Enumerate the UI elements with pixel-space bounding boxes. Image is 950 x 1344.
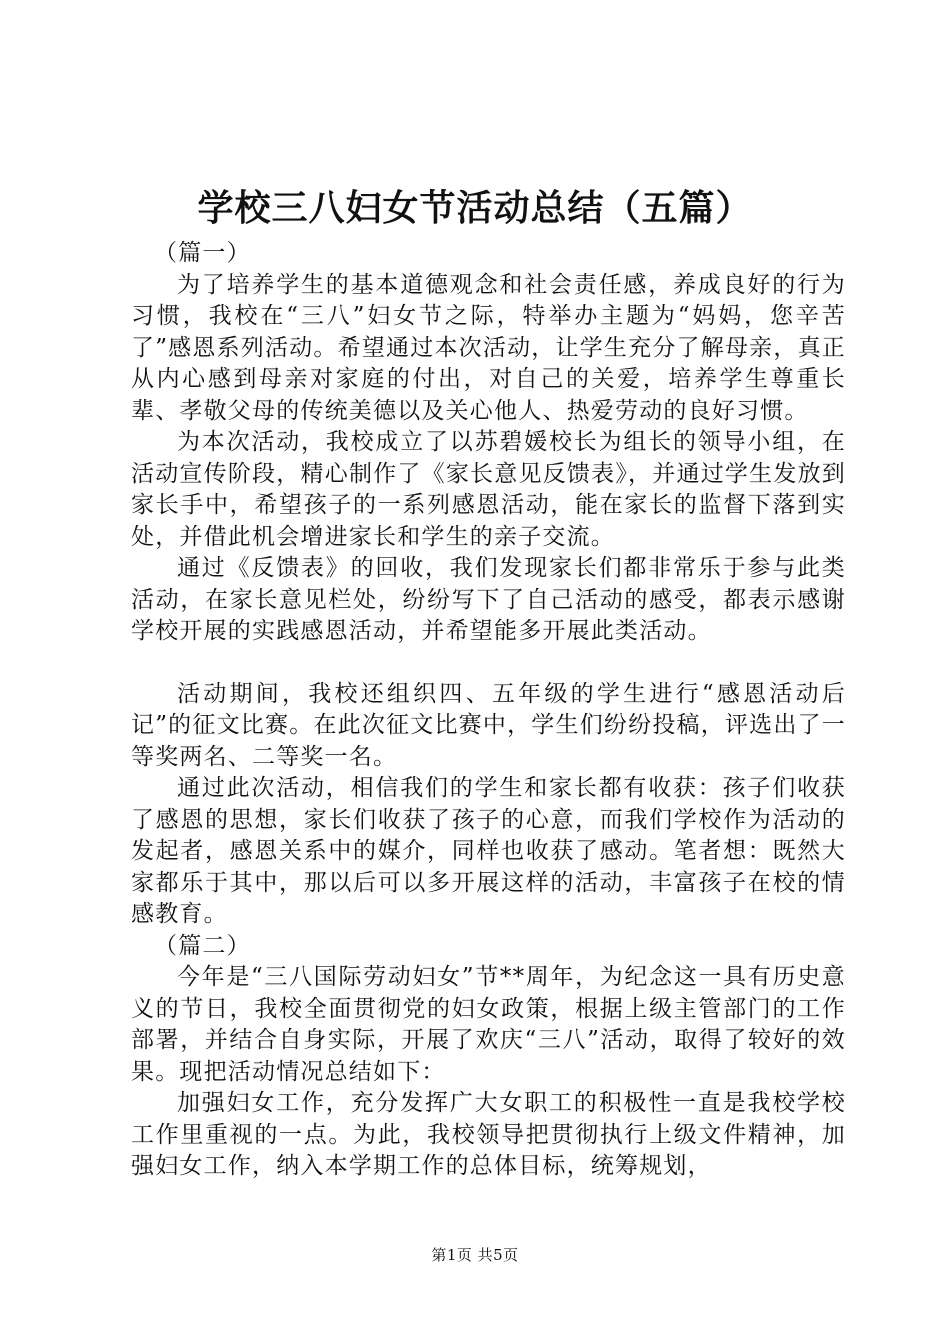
paragraph: 通过此次活动，相信我们的学生和家长都有收获：孩子们收获了感恩的思想，家长们收获了孩子的心意，而我们学校作为活动的发起者，感恩关系中的媒介，同样也收获了感动。笔者想：既然大家都乐于其中，那以后可以多开展这样的活动，丰富孩子在校的情感教育。 bbox=[131, 775, 846, 927]
page-footer: 第1页 共5页 bbox=[431, 1246, 519, 1264]
paragraph: 今年是“三八国际劳动妇女”节**周年，为纪念这一具有历史意义的节日，我校全面贯彻党的妇女政策，根据上级主管部门的工作部署，并结合自身实际，开展了欢庆“三八”活动，取得了较好的效果。现把活动情况总结如下： bbox=[131, 964, 846, 1085]
paragraph: 活动期间，我校还组织四、五年级的学生进行“感恩活动后记”的征文比赛。在此次征文比赛中，学生们纷纷投稿，评选出了一等奖两名、二等奖一名。 bbox=[131, 680, 846, 770]
paragraph: 加强妇女工作，充分发挥广大女职工的积极性一直是我校学校工作里重视的一点。为此，我校领导把贯彻执行上级文件精神，加强妇女工作，纳入本学期工作的总体目标，统筹规划， bbox=[131, 1090, 846, 1179]
paragraph: 通过《反馈表》的回收，我们发现家长们都非常乐于参与此类活动，在家长意见栏处，纷纷写下了自己活动的感受，都表示感谢学校开展的实践感恩活动，并希望能多开展此类活动。 bbox=[131, 555, 846, 644]
document-title: 学校三八妇女节活动总结（五篇） bbox=[197, 187, 753, 229]
paragraph: 为本次活动，我校成立了以苏碧媛校长为组长的领导小组，在活动宣传阶段，精心制作了《家长意见反馈表》，并通过学生发放到家长手中，希望孩子的一系列感恩活动，能在家长的监督下落到实处，并借此机会增进家长和学生的亲子交流。 bbox=[131, 429, 846, 550]
section-label-1: （篇一） bbox=[154, 240, 251, 266]
paragraph: 为了培养学生的基本道德观念和社会责任感，养成良好的行为习惯，我校在“三八”妇女节之际，特举办主题为“妈妈，您辛苦了”感恩系列活动。希望通过本次活动，让学生充分了解母亲，真正从内心感到母亲对家庭的付出，对自己的关爱，培养学生尊重长辈、孝敬父母的传统美德以及关心他人、热爱劳动的良好习惯。 bbox=[131, 271, 846, 424]
section-label-2: （篇二） bbox=[154, 932, 251, 959]
document-body bbox=[131, 238, 846, 1183]
